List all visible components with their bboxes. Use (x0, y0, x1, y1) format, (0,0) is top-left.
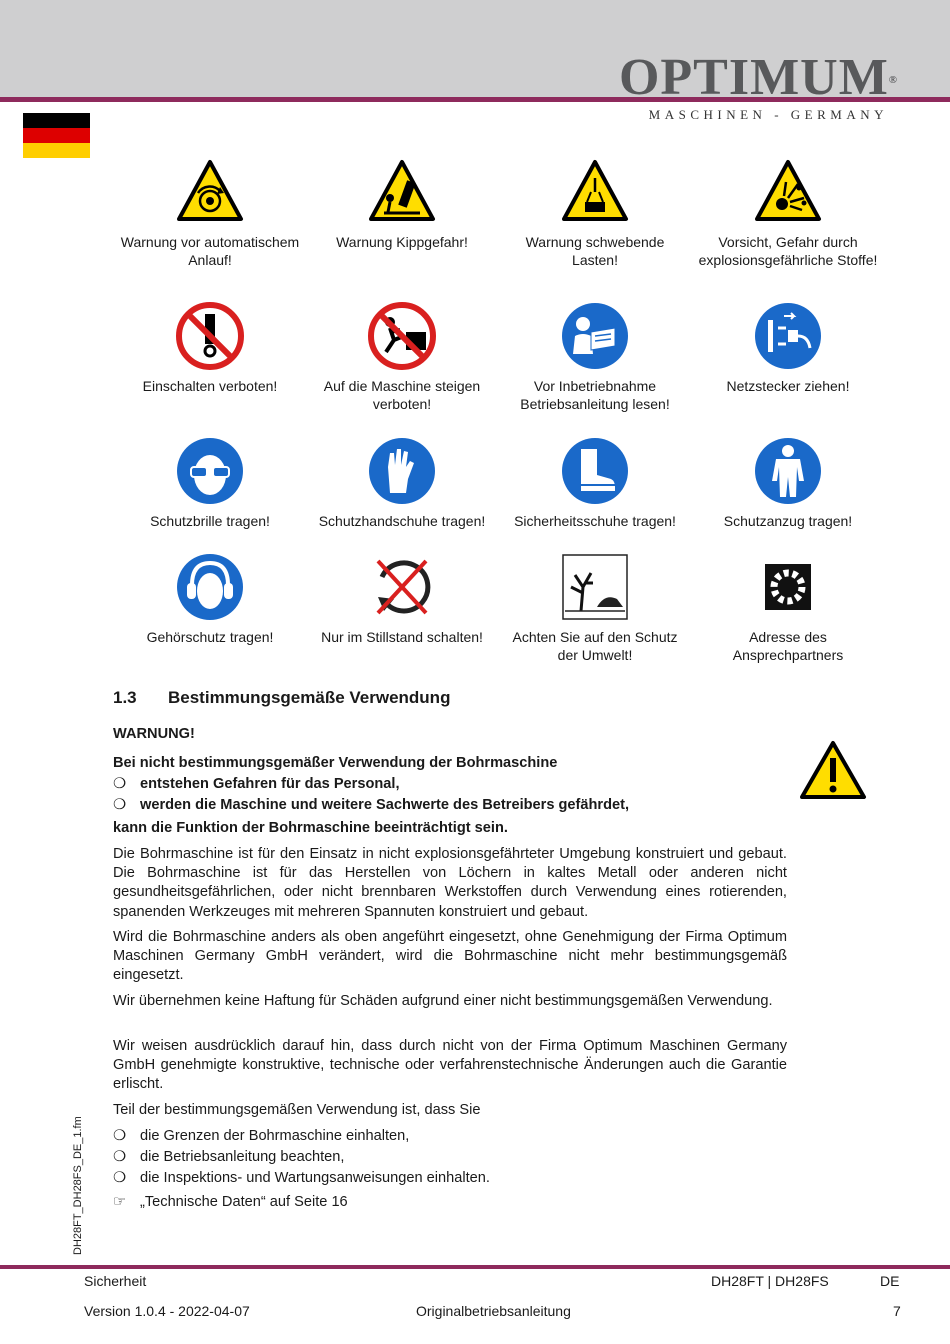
environment-icon (561, 553, 629, 621)
symbol-caption: Netzstecker ziehen! (726, 378, 850, 394)
warning-suspended-load-icon (561, 158, 629, 226)
symbol-gloves (312, 437, 492, 531)
bullet-icon: ❍ (113, 797, 127, 813)
ear-protection-icon (176, 553, 244, 621)
bullet-icon: ❍ (113, 1128, 127, 1144)
symbol-caption: Schutzbrille tragen! (150, 513, 270, 529)
bullet-icon: ❍ (113, 776, 127, 792)
footer-divider (0, 1265, 950, 1269)
symbol-contact-address (698, 553, 878, 664)
symbol-suspended-load (505, 158, 685, 269)
no-climbing-icon (368, 302, 436, 370)
footer-doc-type: Originalbetriebsanleitung (416, 1303, 571, 1319)
symbol-caption: Gehörschutz tragen! (146, 629, 274, 645)
symbol-caption: Warnung schwebende Lasten! (525, 234, 665, 268)
symbol-no-climbing (312, 302, 492, 413)
symbol-protective-suit (698, 437, 878, 531)
usage-intro: Teil der bestimmungsgemäßen Verwendung ist, dass Sie (113, 1102, 481, 1118)
symbol-caption: Sicherheitsschuhe tragen! (514, 513, 676, 529)
read-manual-icon (561, 302, 629, 370)
symbol-read-manual (505, 302, 685, 413)
symbol-caption: Achten Sie auf den Schutz der Umwelt! (512, 629, 678, 663)
warning-heading: WARNUNG! (113, 726, 195, 742)
footer-version: Version 1.0.4 - 2022-04-07 (84, 1303, 250, 1319)
footer-models: DH28FT | DH28FS (711, 1273, 829, 1289)
bullet-icon: ❍ (113, 1170, 127, 1186)
symbol-switch-at-standstill (312, 553, 492, 647)
switch-at-standstill-icon (368, 553, 436, 621)
symbol-caption: Vorsicht, Gefahr durch explosionsgefährliche Stoffe! (698, 234, 878, 268)
symbol-no-switch-on (120, 302, 300, 396)
warning-tipping-icon (368, 158, 436, 226)
reference-link[interactable]: „Technische Daten“ auf Seite 16 (140, 1194, 348, 1210)
section-heading (113, 688, 450, 708)
pointing-hand-icon: ☞ (113, 1194, 127, 1210)
symbol-caption: Warnung Kippgefahr! (336, 234, 468, 250)
brand-logo: OPTIMUM® (618, 49, 898, 106)
bullet-icon: ❍ (113, 1149, 127, 1165)
section-number: 1.3 (113, 688, 137, 707)
symbol-caption: Auf die Maschine steigen verboten! (323, 378, 481, 412)
file-label: DH28FT_DH28FS_DE_1.fm (72, 1116, 84, 1255)
warning-explosive-icon (754, 158, 822, 226)
symbol-tipping (312, 158, 492, 252)
paragraph: Die Bohrmaschine ist für den Einsatz in nicht explosionsgefährteter Umgebung konstruiert und gebaut. Die Bohrmaschine ist für das Herstellen von Löchern in kaltes Metall oder anderen nicht gesundheitsgefährlichen, oder nicht brennbaren Werkstoffen durch Verwendung eines rotierenden, spanenden Werkzeuges mit mehreren Spannuten konstruiert und gebaut. (113, 846, 787, 920)
safety-shoes-icon (561, 437, 629, 505)
symbol-caption: Warnung vor automatischem Anlauf! (120, 234, 300, 268)
symbol-caption: Einschalten verboten! (142, 378, 278, 394)
warning-intro: Bei nicht bestimmungsgemäßer Verwendung der Bohrmaschine (113, 755, 558, 771)
symbol-ear-protection (120, 553, 300, 647)
unplug-icon (754, 302, 822, 370)
symbol-caption: Vor Inbetriebnahme Betriebsanleitung lesen! (520, 378, 670, 412)
paragraph: Wir weisen ausdrücklich darauf hin, dass durch nicht von der Firma Optimum Maschinen Germany GmbH genehmigte konstruktive, technische oder verfahrenstechnische Änderungen auch die Garantie erlischt. (113, 1038, 787, 1093)
warning-auto-start-icon (176, 158, 244, 226)
footer-section: Sicherheit (84, 1273, 147, 1289)
symbol-explosive (698, 158, 878, 269)
symbol-safety-shoes (505, 437, 685, 531)
symbol-environment (505, 553, 685, 664)
german-flag-icon (23, 113, 90, 158)
paragraph: Wird die Bohrmaschine anders als oben angeführt eingesetzt, ohne Genehmigung der Firma Optimum Maschinen Germany GmbH verändert, wird die Bohrmaschine nicht mehr bestimmungsgemäß eingesetzt. (113, 929, 787, 984)
symbol-caption: Schutzanzug tragen! (723, 513, 853, 529)
protective-suit-icon (754, 437, 822, 505)
symbol-auto-start (120, 158, 300, 269)
goggles-icon (176, 437, 244, 505)
symbol-caption: Adresse des Ansprechpartners (732, 629, 844, 663)
footer-language: DE (880, 1273, 900, 1289)
warning-outro: kann die Funktion der Bohrmaschine beeinträchtigt sein. (113, 820, 508, 836)
symbol-unplug (698, 302, 878, 396)
section-title: Bestimmungsgemäße Verwendung (168, 688, 451, 707)
contact-address-icon (754, 553, 822, 621)
symbol-caption: Schutzhandschuhe tragen! (318, 513, 486, 529)
paragraph: Wir übernehmen keine Haftung für Schäden aufgrund einer nicht bestimmungsgemäßen Verwendung. (113, 993, 773, 1009)
page-number: 7 (893, 1303, 901, 1319)
brand-tagline: MASCHINEN - GERMANY (648, 107, 888, 122)
no-switch-on-icon (176, 302, 244, 370)
symbol-goggles (120, 437, 300, 531)
gloves-icon (368, 437, 436, 505)
warning-triangle-icon (799, 740, 867, 800)
symbol-caption: Nur im Stillstand schalten! (321, 629, 483, 645)
